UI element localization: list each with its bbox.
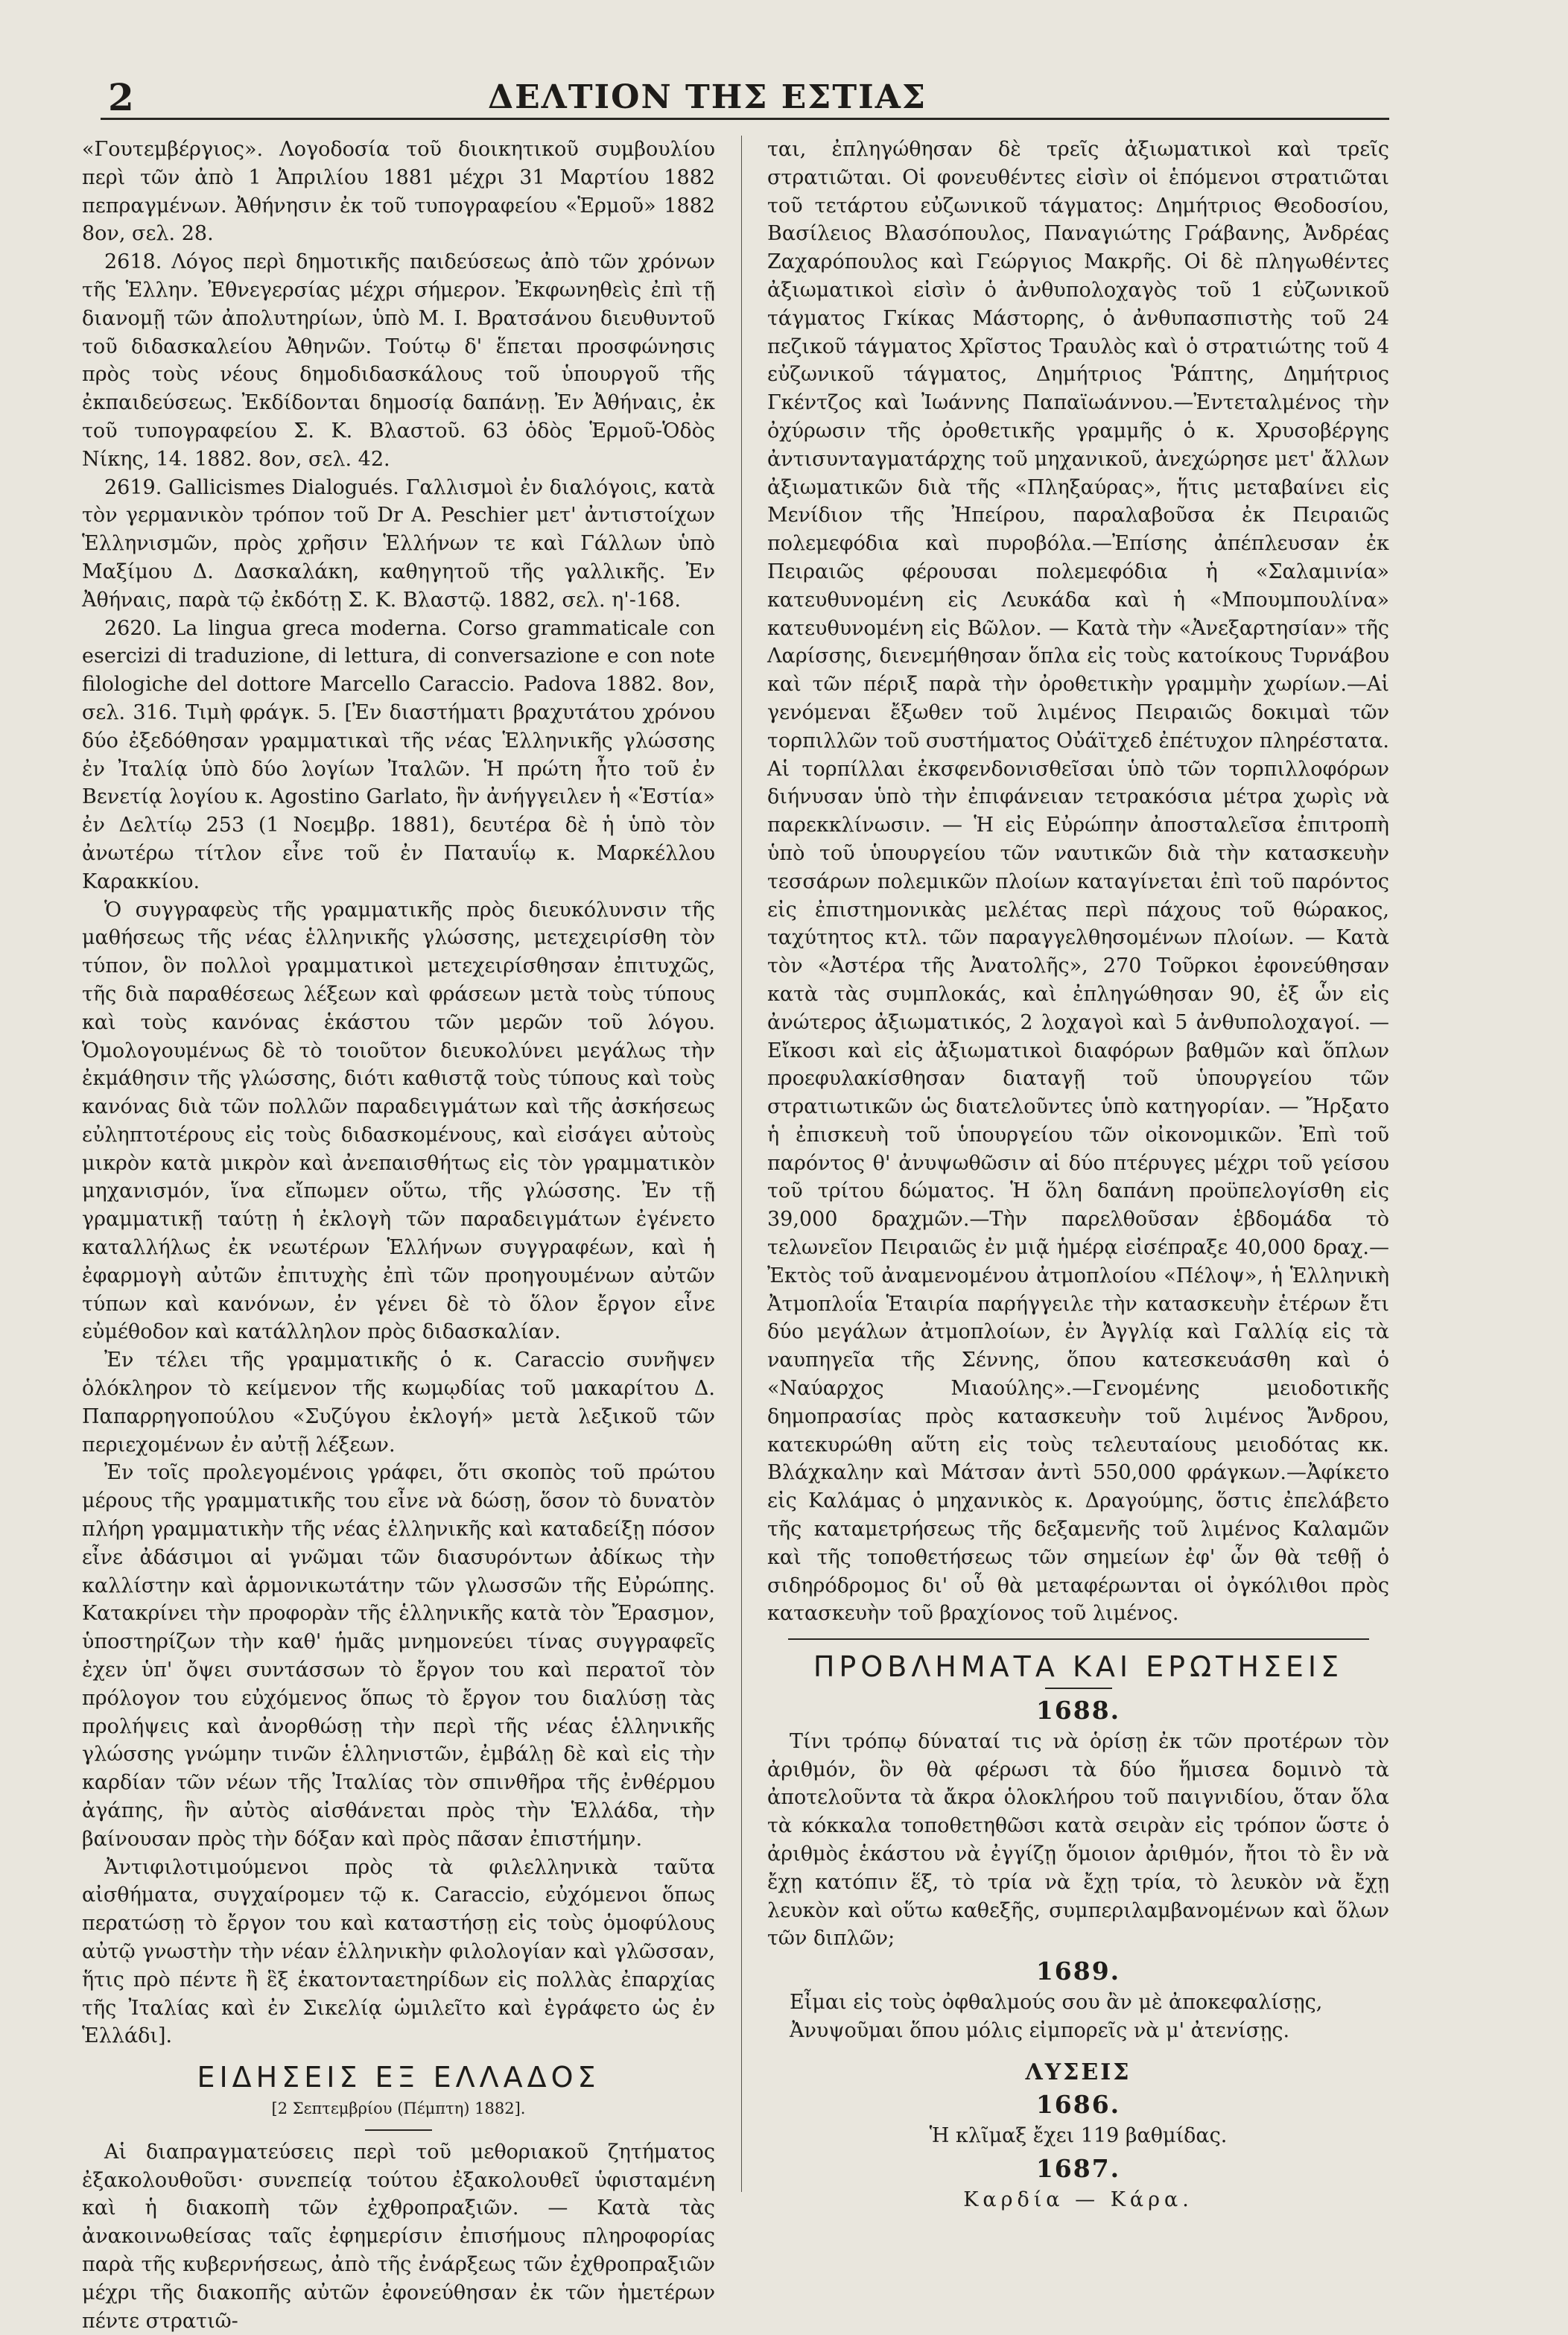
news-continuation: ται, ἐπληγώθησαν δὲ τρεῖς ἀξιωματικοὶ καὶ τρεῖς στρατιῶται. Οἱ φονευθέντες εἰσὶν οἱ ἑπόμενοι στρατιῶται τοῦ τετάρτου εὐζωνικοῦ τάγματος: Δημήτριος Θεοδοσίου, Βασίλειος Βλασόπουλος, Παναγιώτης Γράβανης, Ἀνδρέας Ζαχαρόπουλος καὶ Γεώργιος Μακρῆς. Οἱ δὲ πληγωθέντες ἀξιωματικοὶ εἰσὶν ὁ ἀνθυπολοχαγὸς τοῦ 1 εὐζωνικοῦ τάγματος Γκίκας Μάστορης, ὁ ἀνθυπασπιστὴς τοῦ 24 πεζικοῦ τάγματος Χρῖστος Τραυλὸς καὶ ὁ στρατιώτης τοῦ 4 εὐζωνικοῦ τάγματος, Δημήτριος Ῥάπτης, Δημήτριος Γκέντζος καὶ Ἰωάννης Παπαϊωάννου.—Ἐντεταλμένος τὴν ὀχύρωσιν τῆς ὀροθετικῆς γραμμῆς ὁ κ. Χρυσοβέργης ἀντισυνταγματάρχης τοῦ μηχανικοῦ, ἀνεχώρησε μετ' ἄλλων ἀξιωματικῶν διὰ τῆς «Πληξαύρας», ἥτις μεταβαίνει εἰς Μενίδιον τῆς Ἠπείρου, παραλαβοῦσα ἐκ Πειραιῶς πολεμεφόδια καὶ πυροβόλα.—Ἐπίσης ἀπέπλευσαν ἐκ Πειραιῶς φέρουσαι πολεμεφόδια ἡ «Σαλαμινία» κατευθυνομένη εἰς Λευκάδα καὶ ἡ «Μπουμπουλίνα» κατευθυνομένη εἰς Βῶλον. — Κατὰ τὴν «Ἀνεξαρτησίαν» τῆς Λαρίσσης, διενεμήθησαν ὅπλα εἰς τοὺς κατοίκους Τυρνάβου καὶ τῶν πέριξ παρὰ τὴν ὀροθετικὴν γραμμὴν χωρίων.—Αἱ γενόμεναι ἔξωθεν τοῦ λιμένος Πειραιῶς δοκιμαὶ τῶν τορπιλλῶν τοῦ συστήματος Οὐάϊτχεδ ἐπέτυχον πληρέστατα. Αἱ τορπίλλαι ἐκσφενδονισθεῖσαι ὑπὸ τῶν τορπιλλοφόρων διήνυσαν ὑπὸ τὴν ἐπιφάνειαν τετρακόσια μέτρα χωρὶς νὰ παρεκκλίνωσιν. — Ἡ εἰς Εὐρώπην ἀποσταλεῖσα ἐπιτροπὴ ὑπὸ τοῦ ὑπουργείου τῶν ναυτικῶν διὰ τὴν κατασκευὴν τεσσάρων πολεμικῶν πλοίων καταγίνεται ἐπὶ τοῦ παρόντος εἰς ἐπιστημονικὰς μελέτας περὶ πάχους τοῦ θώρακος, ταχύτητος κτλ. τῶν παραγγελθησομένων πλοίων. — Κατὰ τὸν «Ἀστέρα τῆς Ἀνατολῆς», 270 Τοῦρκοι ἐφονεύθησαν κατὰ τὰς συμπλοκάς, καὶ ἐπληγώθησαν 90, ἐξ ὧν εἰς ἀνώτερος ἀξιωματικός, 2 λοχαγοὶ καὶ 5 ἀνθυπολοχαγοί. — Εἴκοσι καὶ εἰς ἀξιωματικοὶ διαφόρων βαθμῶν καὶ ὅπλων προεφυλακίσθησαν διαταγῇ τοῦ ὑπουργείου τῶν στρατιωτικῶν ὡς διατελοῦντες ὑπὸ κατηγορίαν. — Ἤρξατο ἡ ἐπισκευὴ τοῦ ὑπουργείου τῶν οἰκονομικῶν. Ἐπὶ τοῦ παρόντος θ' ἀνυψωθῶσιν αἱ δύο πτέρυγες μέχρι τοῦ γείσου τοῦ τρίτου δώματος. Ἡ ὅλη δαπάνη προϋπελογίσθη εἰς 39,000 δραχμῶν.—Τὴν παρελθοῦσαν ἑβδομάδα τὸ τελωνεῖον Πειραιῶς ἐν μιᾷ ἡμέρᾳ εἰσέπραξε 40,000 δραχ.—Ἐκτὸς τοῦ ἀναμενομένου ἀτμοπλοίου «Πέλοψ», ἡ Ἑλληνικὴ Ἀτμοπλοΐα Ἑταιρία παρήγγειλε τὴν κατασκευὴν ἑτέρων ἔτι δύο μεγάλων ἀτμοπλοίων, ἐν Ἀγγλίᾳ καὶ Γαλλίᾳ εἰς τὰ ναυπηγεῖα τῆς Σέννης, ὅπου κατεσκευάσθη καὶ ὁ «Ναύαρχος Μιαούλης».—Γενομένης μειοδοτικῆς δημοπρασίας πρὸς κατασκευὴν τοῦ λιμένος Ἄνδρου, κατεκυρώθη αὕτη εἰς τοὺς τελευταίους μειοδότας κκ. Βλάχκαλην καὶ Μάτσαν ἀντὶ 550,000 φράγκων.—Ἀφίκετο εἰς Καλάμας ὁ μηχανικὸς κ. Δραγούμης, ὅστις ἐπελάβετο τῆς καταμετρήσεως τῆς δεξαμενῆς τοῦ λιμένος Καλαμῶν καὶ τῆς τοποθετήσεως τῶν σημείων ἐφ' ὧν θὰ τεθῇ ὁ σιδηρόδρομος δι' οὗ θὰ μεταφέρωνται οἱ ὀγκόλιθοι πρὸς κατασκευὴν τοῦ βραχίονος τοῦ λιμένος. — [767, 138, 1389, 1626]
running-title: ΔΕΛΤΙΟΝ ΤΗΣ ΕΣΤΙΑΣ — [488, 78, 927, 116]
entry-gutenberg: «Γουτεμβέργιος». Λογοδοσία τοῦ διοικητικοῦ συμβουλίου περὶ τῶν ἀπὸ 1 Ἀπριλίου 1881 μέχρι 31 Μαρτίου 1882 πεπραγμένων. Ἀθήνησιν ἐκ τοῦ τυπογραφείου «Ἑρμοῦ» 1882 8ον, σελ. 28. — [82, 138, 715, 246]
header-rule — [101, 118, 1389, 120]
news-section-date: [2 Σεπτεμβρίου (Πέμπτη) 1882]. — [271, 2099, 526, 2117]
page-number: 2 — [108, 75, 134, 119]
problem-1688-text: Τίνι τρόπῳ δύναταί τις νὰ ὁρίσῃ ἐκ τῶν προτέρων τὸν ἀριθμόν, ὃν θὰ φέρωσι τὰ δύο ἥμισεα δομινὸ τὰ ἀποτελοῦντα τὰ ἄκρα ὁλοκλήρου τοῦ παιγνιδίου, ὅταν ὅλα τὰ κόκκαλα τοποθετηθῶσι κατὰ σειρὰν εἰς τρόπον ὥστε ὁ ἀριθμὸς ἑκάστου νὰ ἐγγίζῃ ὅμοιον ἀριθμόν, ἤτοι τὸ ἓν νὰ ἔχῃ κατόπιν ἕξ, τὸ τρία νὰ ἔχῃ τρία, τὸ λευκὸν νὰ ἔχῃ λευκὸν καὶ οὕτω καθεξῆς, συμπεριλαμβανομένων καὶ ὅλων τῶν διπλῶν; — [767, 1729, 1389, 1951]
problem-1689-line-1: Εἶμαι εἰς τοὺς ὀφθαλμούς σου ἂν μὲ ἀποκεφαλίσῃς, — [790, 1991, 1323, 2014]
entry-2620: 2620. La lingua greca moderna. Corso grammaticale con esercizi di traduzione, di lettura, di conversazione e con note filologiche del dottore Marcello Caraccio. Padova 1882. 8ον, σελ. 316. Τιμὴ φράγκ. 5. [Ἐν διαστήματι βραχυτάτου χρόνου δύο ἐξεδόθησαν γραμματικαὶ τῆς νέας Ἑλληνικῆς γλώσσης ἐν Ἰταλίᾳ ὑπὸ δύο λογίων Ἰταλῶν. Ἡ πρώτη ἦτο τοῦ ἐν Βενετίᾳ λογίου κ. Agostino Garlato, ἣν ἀνήγγειλεν ἡ «Ἑστία» ἐν Δελτίῳ 253 (1 Νοεμβρ. 1881), δευτέρα δὲ ἡ ὑπὸ τὸν ἀνωτέρω τίτλον εἶνε τοῦ ἐν Παταυΐῳ κ. Μαρκέλλου Καρακκίου. — [82, 616, 715, 893]
solution-1686-number: 1686. — [1035, 2090, 1121, 2120]
entry-2618: 2618. Λόγος περὶ δημοτικῆς παιδεύσεως ἀπὸ τῶν χρόνων τῆς Ἑλλην. Ἐθνεγερσίας μέχρι σήμερον. Ἐκφωνηθεὶς ἐπὶ τῇ διανομῇ τῶν ἀπολυτηρίων, ὑπὸ Μ. Ι. Βρατσάνου διευθυντοῦ τοῦ διδασκαλείου Ἀθηνῶν. Τούτῳ δ' ἕπεται προσφώνησις πρὸς τοὺς νέους δημοδιδασκάλους τοῦ ὑπουργοῦ τῆς ἐκπαιδεύσεως. Ἐκδίδονται δημοσίᾳ δαπάνῃ. Ἐν Ἀθήναις, ἐκ τοῦ τυπογραφείου Σ. Κ. Βλαστοῦ. 63 ὁδὸς Ἑρμοῦ-Ὁδὸς Νίκης, 14. 1882. 8ον, σελ. 42. — [82, 250, 715, 471]
review-paragraph-3: Ἐν τοῖς προλεγομένοις γράφει, ὅτι σκοπὸς τοῦ πρώτου μέρους τῆς γραμματικῆς του εἶνε νὰ δώσῃ, ὅσον τὸ δυνατὸν πλήρη γραμματικὴν τῆς νέας ἑλληνικῆς καὶ καταδείξῃ πόσον εἶνε ἀδάσιμοι αἱ γνῶμαι τῶν διασυρόντων ἀδίκως τὴν καλλίστην καὶ ἁρμονικωτάτην τῶν γλωσσῶν τῆς Εὐρώπης. Κατακρίνει τὴν προφορὰν τῆς ἑλληνικῆς κατὰ τὸν Ἔρασμον, ὑποστηρίζων τὴν καθ' ἡμᾶς μνημονεύει τίνας συγγραφεῖς ἐχεν ὑπ' ὄψει συντάσσων τὸ ἔργον του καὶ περατοῖ τὸν πρόλογον του εὐχόμενος ὅπως τὸ ἔργον του διαλύσῃ τὰς προλήψεις καὶ ἀνορθώσῃ τὴν περὶ τῆς νέας ἑλληνικῆς γλώσσης γνώμην τινῶν ἑλληνιστῶν, ἐμβάλῃ δὲ καὶ εἰς τὴν καρδίαν τῶν νέων τῆς Ἰταλίας τὸν σπινθῆρα τῆς ἐνθέρμου ἀγάπης, ἣν αὐτὸς αἰσθάνεται πρὸς τὴν Ἑλλάδα, τὴν βαίνουσαν πρὸς τὴν δόξαν καὶ πρὸς πᾶσαν ἐπιστήμην. — [82, 1461, 715, 1851]
entry-2619: 2619. Gallicismes Dialogués. Γαλλισμοὶ ἐν διαλόγοις, κατὰ τὸν γερμανικὸν τρόπον τοῦ Dr A. Peschier μετ' ἀντιστοίχων Ἑλληνισμῶν, πρὸς χρῆσιν Ἑλλήνων τε καὶ Γάλλων ὑπὸ Μαξίμου Δ. Δασκαλάκη, καθηγητοῦ τῆς γαλλικῆς. Ἐν Ἀθήναις, παρὰ τῷ ἐκδότῃ Σ. Κ. Βλαστῷ. 1882, σελ. η'-168. — [82, 475, 715, 612]
left-column — [82, 136, 715, 2335]
solution-1686-text: Ἡ κλῖμαξ ἔχει 119 βαθμίδας. — [929, 2124, 1228, 2148]
problem-1689-number: 1689. — [1035, 1957, 1121, 1986]
problem-1689-line-2: Ἀνυψοῦμαι ὅπου μόλις εἰμπορεῖς νὰ μ' ἀτενίσῃς. — [790, 2018, 1290, 2042]
right-column — [767, 136, 1389, 2214]
review-paragraph-1: Ὁ συγγραφεὺς τῆς γραμματικῆς πρὸς διευκόλυνσιν τῆς μαθήσεως τῆς νέας ἑλληνικῆς γλώσσης, μετεχειρίσθη τὸν τύπον, ὃν πολλοὶ γραμματικοὶ μετεχειρίσθησαν ἐπιτυχῶς, τῆς διὰ παραθέσεως λέξεων καὶ φράσεων μετὰ τοὺς τύπους καὶ τοὺς κανόνας ἑκάστου τῶν μερῶν τοῦ λόγου. Ὁμολογουμένως δὲ τὸ τοιοῦτον διευκολύνει μεγάλως τὴν ἐκμάθησιν τῆς γλώσσης, διότι καθιστᾷ τοὺς τύπους καὶ τοὺς κανόνας διὰ τῶν πολλῶν παραδειγμάτων καὶ τῆς ἀσκήσεως εὐληπτοτέρους εἰς τοὺς διδασκομένους, καὶ εἰσάγει αὐτοὺς μικρὸν κατὰ μικρὸν καὶ ἀνεπαισθήτως εἰς τὸν γραμματικὸν μηχανισμόν, ἵνα εἴπωμεν οὕτω, τῆς γλώσσης. Ἐν τῇ γραμματικῇ ταύτῃ ἡ ἐκλογὴ τῶν παραδειγμάτων ἐγένετο καταλλήλως ἐκ νεωτέρων Ἑλλήνων συγγραφέων, καὶ ἡ ἐφαρμογὴ αὐτῶν ἐπιτυχὴς ἐπὶ τῶν προηγουμένων αὐτῶν τύπων καὶ κανόνων, ἐν γένει δὲ τὸ ὅλον ἔργον εἶνε εὐμέθοδον καὶ κατάλληλον πρὸς διδασκαλίαν. — [82, 898, 715, 1344]
news-section-rule — [365, 2129, 432, 2131]
news-paragraph: Αἱ διαπραγματεύσεις περὶ τοῦ μεθοριακοῦ ζητήματος ἐξακολουθοῦσι· συνεπείᾳ τούτου ἐξακολουθεῖ ὑφισταμένη καὶ ἡ διακοπὴ τῶν ἐχθροπραξιῶν. — Κατὰ τὰς ἀνακοινωθείσας ταῖς ἐφημερίσιν ἐπισήμους πληροφορίας παρὰ τῆς κυβερνήσεως, ἀπὸ τῆς ἐνάρξεως τῶν ἐχθροπραξιῶν μέχρι τῆς διακοπῆς αὐτῶν ἐφονεύθησαν ἐκ τῶν ἡμετέρων πέντε στρατιῶ- — [82, 2140, 715, 2333]
news-section-title: ΕΙΔΗΣΕΙΣ ΕΞ ΕΛΛΑΔΟΣ — [197, 2061, 600, 2094]
column-divider — [741, 136, 742, 2192]
section-separator — [788, 1638, 1369, 1640]
solution-1687-number: 1687. — [1035, 2153, 1121, 2183]
solutions-title: ΛΥΣΕΙΣ — [1025, 2059, 1131, 2085]
review-paragraph-4: Ἀντιφιλοτιμούμενοι πρὸς τὰ φιλελληνικὰ ταῦτα αἰσθήματα, συγχαίρομεν τῷ κ. Caraccio, εὐχόμενοι ὅπως περατώσῃ τὸ ἔργον του καὶ καταστήσῃ εἰς τοὺς ὁμοφύλους αὐτῷ γνωστὴν τὴν νέαν ἑλληνικὴν φιλολογίαν καὶ γλῶσσαν, ἥτις πρὸ πέντε ἢ ἓξ ἑκατονταετηρίδων εἰς πολλὰς ἐπαρχίας τῆς Ἰταλίας καὶ ἐν Σικελίᾳ ὡμιλεῖτο καὶ ἐγράφετο ὡς ἐν Ἑλλάδι]. — [82, 1855, 715, 2048]
page-header — [101, 71, 1389, 123]
problems-rule — [1045, 1688, 1112, 1689]
solution-1687-text: Καρδία — Κάρα. — [963, 2187, 1193, 2211]
problem-1688-number: 1688. — [1035, 1696, 1121, 1726]
problems-section-title: ΠΡΟΒΛΗΜΑΤΑ ΚΑΙ ΕΡΩΤΗΣΕΙΣ — [813, 1650, 1344, 1684]
review-paragraph-2: Ἐν τέλει τῆς γραμματικῆς ὁ κ. Caraccio συνῆψεν ὁλόκληρον τὸ κείμενον τῆς κωμῳδίας τοῦ μακαρίτου Δ. Παπαρρηγοπούλου «Συζύγου ἐκλογή» μετὰ λεξικοῦ τῶν περιεχομένων ἐν αὐτῇ λέξεων. — [82, 1349, 715, 1457]
